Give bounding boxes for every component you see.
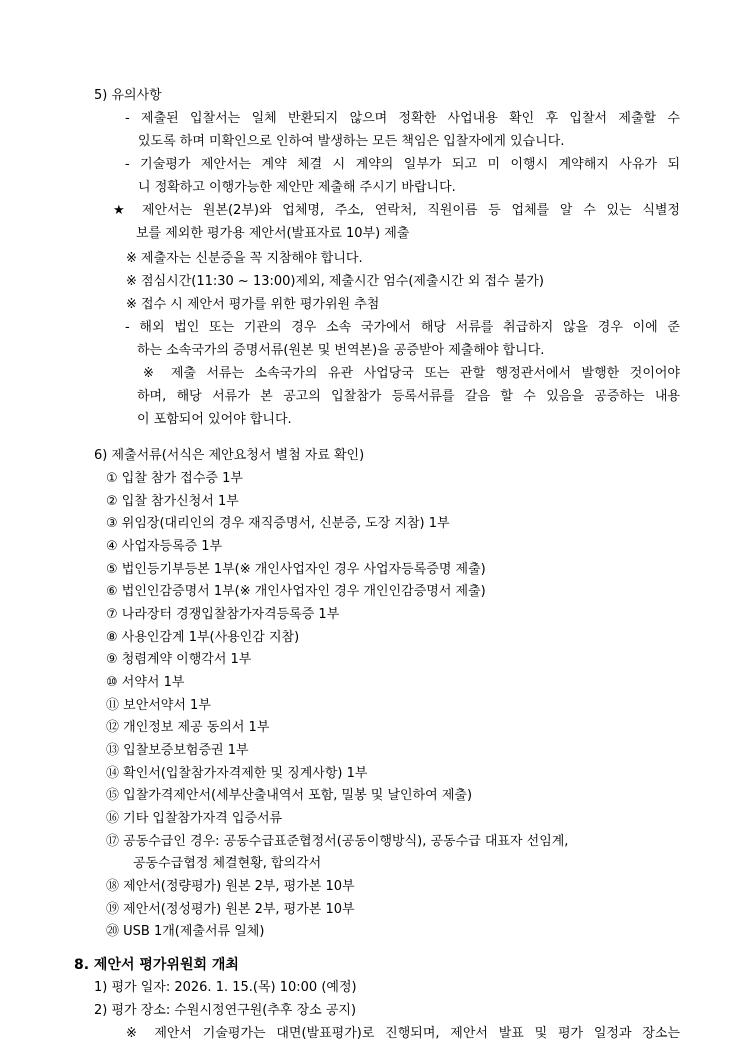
- document-item-11: ⑪ 보안서약서 1부: [106, 698, 211, 713]
- evaluation-note: ※ 제안서 기술평가는 대면(발표평가)로 진행되며, 제안서 발표 및 평가 일정과 장소는: [126, 1026, 680, 1041]
- document-item-2: ② 입찰 참가신청서 1부: [106, 494, 239, 509]
- document-item-17-line-1: ⑰ 공동수급인 경우: 공동수급표준협정서(공동이행방식), 공동수급 대표자 선임계,: [106, 834, 569, 849]
- document-item-10: ⑩ 서약서 1부: [106, 675, 185, 690]
- note-item-2-line-2: 니 정확하고 이행가능한 제안만 제출해 주시기 바랍니다.: [138, 180, 456, 195]
- document-item-16: ⑯ 기타 입찰참가자격 입증서류: [106, 811, 283, 826]
- evaluation-place: 2) 평가 장소: 수원시정연구원(추후 장소 공지): [94, 1003, 357, 1018]
- document-item-9: ⑨ 청렴계약 이행각서 1부: [106, 652, 252, 667]
- document-item-18: ⑱ 제안서(정량평가) 원본 2부, 평가본 10부: [106, 879, 355, 894]
- document-item-1: ① 입찰 참가 접수증 1부: [106, 471, 243, 486]
- section-8-heading: 8. 제안서 평가위원회 개최: [74, 957, 239, 973]
- evaluation-date: 1) 평가 일자: 2026. 1. 15.(목) 10:00 (예정): [94, 980, 357, 995]
- document-item-3: ③ 위임장(대리인의 경우 재직증명서, 신분증, 도장 지참) 1부: [106, 516, 450, 531]
- notes-title: 5) 유의사항: [94, 88, 162, 103]
- document-item-6: ⑥ 법인인감증명서 1부(※ 개인사업자인 경우 개인인감증명서 제출): [106, 584, 486, 599]
- document-item-20: ⑳ USB 1개(제출서류 일체): [106, 924, 265, 939]
- star-note-line-1: ★ 제안서는 원본(2부)와 업체명, 주소, 연락처, 직원이름 등 업체를 알 수 있는 식별정: [113, 203, 680, 218]
- documents-title: 6) 제출서류(서식은 제안요청서 별첨 자료 확인): [94, 448, 365, 463]
- document-item-13: ⑬ 입찰보증보험증권 1부: [106, 743, 249, 758]
- foreign-reference-line-1: ※ 제출 서류는 소속국가의 유관 사업당국 또는 관할 행정관서에서 발행한 것이어야: [143, 366, 680, 381]
- note-item-1-line-1: - 제출된 입찰서는 일체 반환되지 않으며 정확한 사업내용 확인 후 입찰서 제출할 수: [125, 111, 680, 126]
- reference-note-1: ※ 제출자는 신분증을 꼭 지참해야 합니다.: [126, 251, 363, 266]
- foreign-note-line-1: - 해외 법인 또는 기관의 경우 소속 국가에서 해당 서류를 취급하지 않을 경우 이에 준: [125, 320, 680, 335]
- document-item-19: ⑲ 제안서(정성평가) 원본 2부, 평가본 10부: [106, 902, 355, 917]
- document-item-15: ⑮ 입찰가격제안서(세부산출내역서 포함, 밀봉 및 날인하여 제출): [106, 788, 473, 803]
- reference-note-3: ※ 접수 시 제안서 평가를 위한 평가위원 추첨: [126, 297, 380, 312]
- document-item-14: ⑭ 확인서(입찰참가자격제한 및 징계사항) 1부: [106, 766, 368, 781]
- reference-note-2: ※ 점심시간(11:30 ~ 13:00)제외, 제출시간 엄수(제출시간 외 접수 불가): [126, 274, 544, 289]
- star-note-line-2: 보를 제외한 평가용 제안서(발표자료 10부) 제출: [136, 226, 410, 241]
- document-item-7: ⑦ 나라장터 경쟁입찰참가자격등록증 1부: [106, 607, 340, 622]
- note-item-1-line-2: 있도록 하며 미확인으로 인하여 발생하는 모든 책임은 입찰자에게 있습니다.: [138, 134, 565, 149]
- document-item-8: ⑧ 사용인감계 1부(사용인감 지참): [106, 630, 300, 645]
- note-item-2-line-1: - 기술평가 제안서는 계약 체결 시 계약의 일부가 되고 미 이행시 계약해지 사유가 되: [125, 157, 680, 172]
- document-item-5: ⑤ 법인등기부등본 1부(※ 개인사업자인 경우 사업자등록증명 제출): [106, 562, 486, 577]
- document-item-17-line-2: 공동수급협정 체결현황, 합의각서: [133, 856, 322, 871]
- foreign-note-line-2: 하는 소속국가의 증명서류(원본 및 번역본)을 공증받아 제출해야 합니다.: [137, 343, 545, 358]
- foreign-reference-line-2: 하며, 해당 서류가 본 공고의 입찰참가 등록서류를 갈음 할 수 있음을 공증하는 내용: [137, 389, 680, 404]
- document-item-4: ④ 사업자등록증 1부: [106, 539, 223, 554]
- foreign-reference-line-3: 이 포함되어 있어야 합니다.: [137, 412, 292, 427]
- document-item-12: ⑫ 개인정보 제공 동의서 1부: [106, 720, 270, 735]
